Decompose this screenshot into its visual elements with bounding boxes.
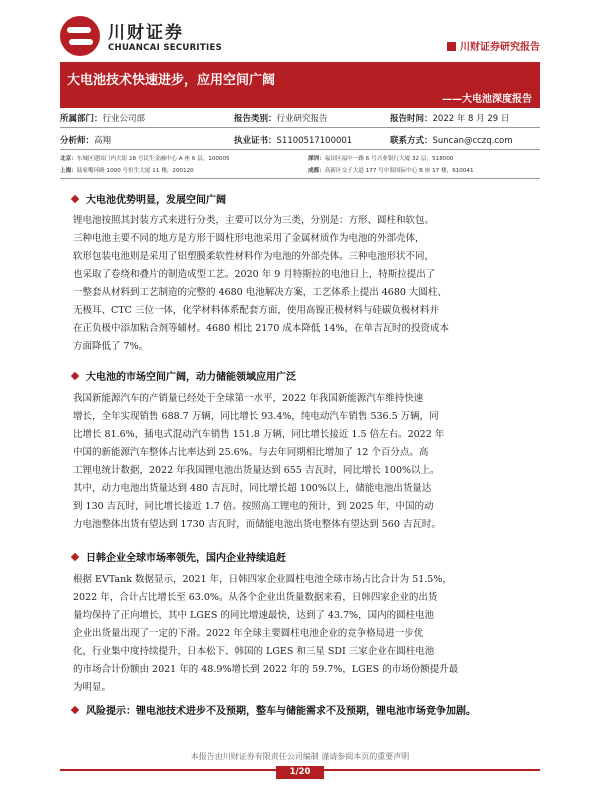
shenzhen-label: 深圳： [308,156,325,162]
paragraph-line: 比增长 81.6%，插电式混动汽车销售 151.8 万辆，同比增长接近 1.5 倍左右。2022 年 [73,429,445,440]
title-banner [60,64,540,108]
address-row-1 [60,154,540,162]
risk-warning [72,702,532,722]
paragraph-line: 力电池整体出货有望达到 1730 吉瓦时，而储能电池出货电整体有望达到 560 吉瓦时。 [73,519,441,530]
paragraph-line: 方面降低了 7%。 [73,341,149,352]
report-subtitle: ——大电池深度报告 [442,94,532,105]
beijing-label: 北京： [60,156,77,162]
dept-label: 所属部门： [60,114,103,124]
shenzhen-address: 福田区福中一路 6 号兴业银行大厦 32 层，518000 [324,156,454,162]
address-divider [60,178,540,179]
paragraph-line: 锂电池按照其封装方式来进行分类，主要可以分为三类，分别是：方形、圆柱和软包。 [73,215,435,226]
shanghai-address: 陆家嘴环路 1000 号恒生大厦 11 楼，200120 [76,168,194,174]
page-header [60,14,540,62]
section-heading-text: 大电池优势明显，发展空间广阔 [86,195,226,206]
paragraph-line: 在正负极中添加粘合剂等辅材。4680 相比 2170 成本降低 14%，在单吉瓦时的投资成本 [73,323,450,334]
meta-divider [60,127,540,128]
page-number: 1/20 [276,766,324,779]
cert-value: S1100517100001 [276,136,353,146]
contact-email[interactable]: Suncan@cczq.com [432,136,513,146]
chengdu-label: 成都： [308,168,325,174]
paragraph-line: 化，行业集中度持续提升，日本松下、韩国的 LGES 和三星 SDI 三家企业在圆柱电池 [73,646,435,657]
report-date-value: 2022 年 8 月 29 日 [432,114,510,124]
report-type-tag [447,38,540,53]
chengdu-address: 高新区交子大道 177 号中海国际中心 B 座 17 楼，610041 [324,168,474,174]
section-heading-1 [72,191,226,206]
paragraph-line: 软形包装电池则是采用了铝塑膜柔软性材料作为电池的外部壳体。三种电池形状不同， [73,251,435,262]
paragraph-line: 根据 EVTank 数据显示，2021 年，日韩四家企业圆柱电池全球市场占比合计为 51.5%， [73,574,452,585]
report-tag-icon [447,42,456,51]
dept-value: 行业公司部 [102,114,146,124]
address-row-2 [60,166,540,174]
paragraph-line: 到 130 吉瓦时，同比增长接近 1.7 倍。按照高工锂电的预计，到 2025 年，中国的动 [73,501,434,512]
paragraph-line: 2022 年，合计占比增长至 63.0%。从各个企业出货量数据来看，日韩四家企业的出货 [73,592,438,603]
section-heading-text: 日韩企业全球市场率领先，国内企业持续追赶 [86,553,286,564]
paragraph-line: 也采取了卷绕和叠片的制造成型工艺。2020 年 9 月特斯拉的电池日上，特斯拉提出了 [73,269,436,280]
beijing-address: 东城区建国门内大街 28 号民生金融中心 A 座 6 层，100005 [76,156,230,162]
logo-chinese-name: 川财证券 [108,23,184,43]
paragraph-line: 的市场合计份额由 2021 年的 48.9%增长到 2022 年的 59.7%，LGES 的市场份额提升最 [73,664,459,675]
diamond-bullet-icon [71,706,79,714]
report-date-label: 报告时间： [390,114,433,124]
diamond-bullet-icon [71,372,79,380]
paragraph-line: 工锂电统计数据，2022 年我国锂电池出货量达到 655 吉瓦时，同比增长 100%以上。 [73,465,440,476]
report-type-text: 川财证券研究报告 [460,42,540,53]
section-paragraph-3 [73,571,529,697]
paragraph-line: 我国新能源汽车的产销量已经处于全球第一水平，2022 年我国新能源汽车维持快速 [73,393,424,404]
cert-label: 执业证书： [234,136,277,146]
logo-english-name: CHUANCAI SECURITIES [108,43,222,53]
report-category-value: 行业研究报告 [276,114,328,124]
company-logo-icon [60,16,100,56]
section-paragraph-2 [73,390,529,534]
report-category-label: 报告类别： [234,114,277,124]
risk-label: 风险提示： [86,706,136,717]
analyst-value: 高翔 [94,136,112,146]
diamond-bullet-icon [71,195,79,203]
diamond-bullet-icon [71,553,79,561]
risk-text: 锂电池技术进步不及预期，整车与储能需求不及预期，锂电池市场竞争加剧。 [136,706,476,717]
paragraph-line: 其中，动力电池出货量达到 480 吉瓦时，同比增长超 100%以上，储能电池出货量达 [73,483,432,494]
section-heading-2 [72,368,296,383]
paragraph-line: 企业出货量出现了一定的下滑。2022 年全球主要圆柱电池企业的竞争格局进一步优 [73,628,424,639]
meta-divider [60,149,540,150]
section-paragraph-1 [73,212,529,356]
paragraph-line: 一整套从材料到工艺制造的完整的 4680 电池解决方案，工艺体系上提出 4680 大圆柱、 [73,287,447,298]
section-heading-3 [72,549,286,564]
report-title: 大电池技术快速进步，应用空间广阔 [67,73,276,88]
paragraph-line: 三种电池主要不同的地方是方形于圆柱形电池采用了金属材质作为电池的外部壳体， [73,233,425,244]
paragraph-line: 中国的新能源汽车整体占比率达到 25.6%。与去年同期相比增加了 12 个百分点。高 [73,447,429,458]
paragraph-line: 为明显。 [73,682,112,693]
paragraph-line: 量均保持了正向增长，其中 LGES 的同比增速最快，达到了 43.7%，国内的圆柱电池 [73,610,435,621]
footer-disclaimer: 本报告由川财证券有限责任公司编制 谨请参阅本页的重要声明 [190,752,410,761]
analyst-label: 分析师： [60,136,95,146]
contact-label: 联系方式： [390,136,433,146]
section-heading-text: 大电池的市场空间广阔，动力储能领域应用广泛 [86,372,296,383]
paragraph-line: 增长，全年实现销售 688.7 万辆，同比增长 93.4%，纯电动汽车销售 536.5 万辆，同 [73,411,439,422]
paragraph-line: 无极耳、CTC 三位一体，化学材料体系配套方面，使用高镍正极材料与硅碳负极材料并 [73,305,439,316]
shanghai-label: 上海： [60,168,77,174]
